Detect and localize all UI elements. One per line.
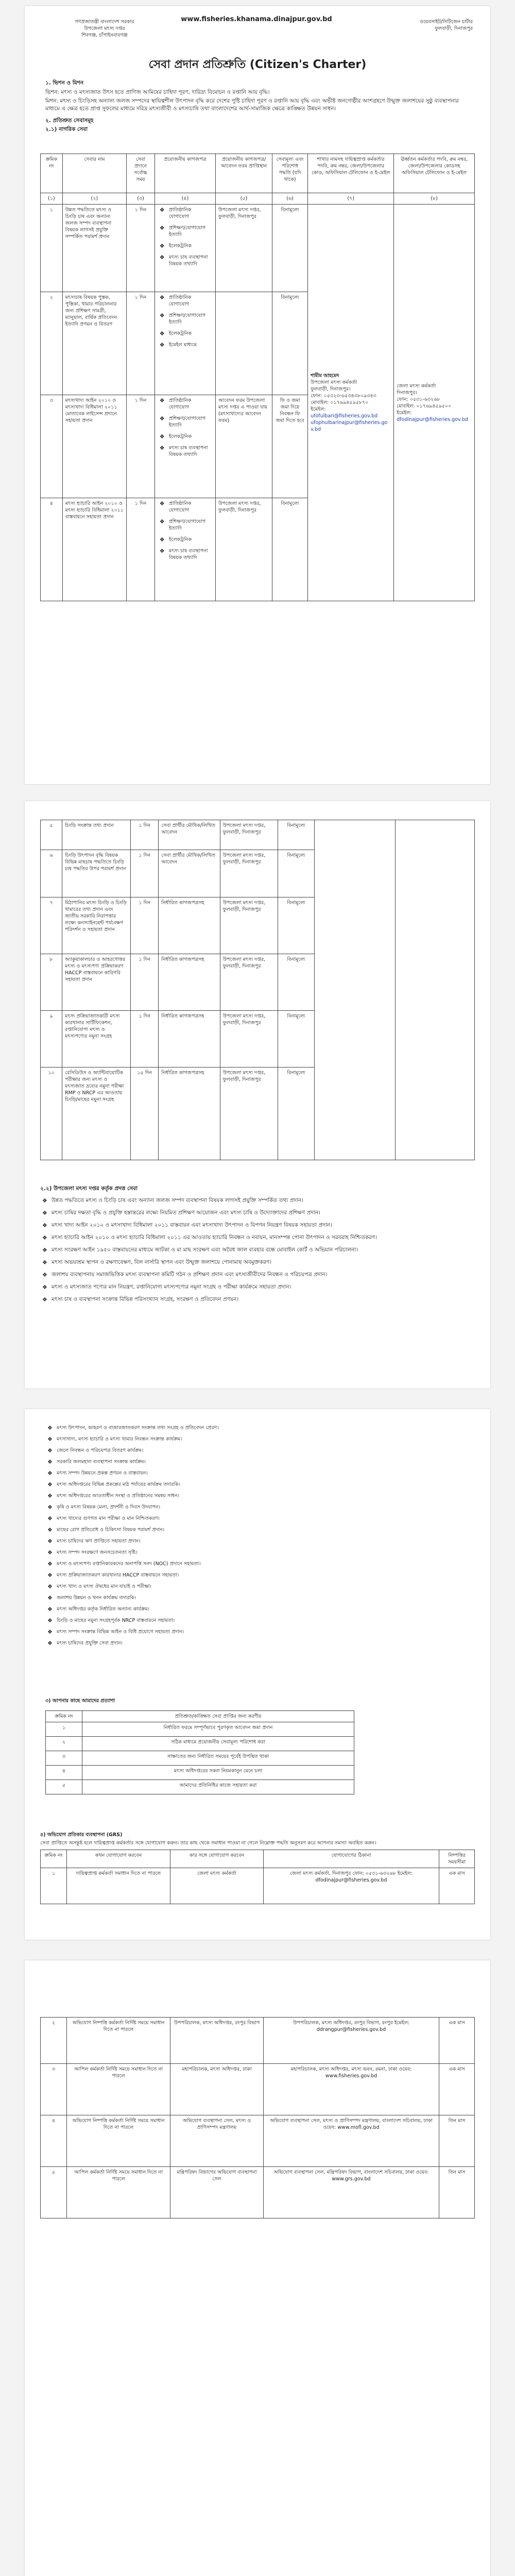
row-number: ৪ [41,498,63,601]
service-name: মৎস্যখাদ্য আইন ২০১০ ও মৎস্যখাদ্য বিধিমালা ২০১১ মোতাবেক লাইসেন্স প্রদানে সহায়তা প্রদান [62,395,127,498]
doc-item: ❖ প্রাতিষ্ঠানিক যোগাযোগ [158,500,213,514]
grs-when: আপিল কর্মকর্তা নির্দিষ্ট সময়ে সমাধান দিতে না পারলে [67,2064,170,2115]
service-time: ১ দিন [127,205,154,292]
section-heading: ২.২) উপজেলা মৎস্য দপ্তর কর্তৃক প্রদত্ত সেবা [40,1185,138,1192]
service-fee: বিনামূল্যে [272,205,308,292]
table-row [46,1780,354,1794]
service-bullet: ❖ মৎস্য চাষ ও ব্যবস্থাপনা সংক্রান্ত বিভিন্ন পরিসংখ্যান সংগ্রহ, সংরক্ষণ ও প্রতিবেদন প্রণয়ন। [40,1296,475,1303]
superior-officer [394,205,475,601]
grs-table [40,1850,475,1904]
service-bullet: ❖ সরকারি জলমহাল ব্যবস্থাপনা সংক্রান্ত কার্যক্রম। [45,1459,470,1465]
service-name: উন্নত পদ্ধতিতে মৎস্য ও চিংড়ি চাষ এবং অন্যান্য জলজ সম্পদ ব্যবস্থাপনা বিষয়ক লাগসই প্রযুক্তি সম্পর্কিত পরামর্শ প্রদান [62,205,127,292]
table-row [41,1868,475,1904]
service-fee: ফি ও জমা জমা দিয়ে নিবন্ধন ফি জমা দিতে হবে [272,395,308,498]
doc-item: ❖ মৎস্য চাষ ব্যবস্থাপনা বিষয়ক তথ্যাদি [158,254,213,267]
service-bullet: ❖ মৎস্য খাদ্যের গুণগত মান পরীক্ষা ও মান নিশ্চিতকরণ। [45,1515,470,1522]
row-number: ৩ [41,395,63,498]
service-bullet: ❖ মৎস্য চাষিদের প্রযুক্তি সেবা প্রদান। [45,1640,470,1647]
service-name: মৎস্য প্রক্রিয়াজাতকারী মৎস্য কারখানার সার্টিফিকেশন, রপ্তানিযোগ্য মৎস্য ও মৎস্যপণ্যের নমুনা সংগ্রহ [62,1011,130,1067]
section-heading: ৪) অভিযোগ প্রতিকার ব্যবস্থাপনা (GRS) [40,1832,123,1838]
service-docs: নির্ধারিত কাগজপত্রসহ [159,897,220,954]
col-header: ঊর্ধ্বতন কর্মকর্তার পদবি, রুম নম্বর, জেলা/উপজেলার কোডসহ অফিসিয়াল টেলিফোন ও ই-মেইল [394,154,475,193]
row-number: ৫ [41,820,62,850]
header-right-line: ওয়েবসাইট/সিটিজেন চার্টার [420,19,473,25]
row-number: ১ [41,205,63,292]
service-bullet: ❖ জলাশয় উন্নয়ন ও খনন কার্যক্রম তদারকি। [45,1595,470,1601]
superior-email[interactable]: dfodinajpur@fisheries.gov.bd [397,416,468,422]
service-time: ১ দিন [127,395,154,498]
col-header: প্রয়োজনীয় কাগজপত্র [154,154,215,193]
service-bullet: ❖ কৃষি ও মৎস্য বিষয়ক মেলা, প্রদর্শনী ও দিবস উদযাপন। [45,1504,470,1511]
service-bullet: ❖ মৎস্য ও মৎস্যজাত পণ্যের মান নিয়ন্ত্রণ, রপ্তানিযোগ্য মৎস্যপণ্যের নমুনা সংগ্রহ ও পরীক্ষা কার্যক্রমে সহায়তা প্রদান। [40,1283,475,1291]
grs-who: মন্ত্রিপরিষদ বিভাগের অভিযোগ ব্যবস্থাপনা সেল [170,2167,264,2218]
grs-who: জেলা মৎস্য কর্মকর্তা [170,1868,264,1904]
service-name: মৎস্যচাষ বিষয়ক পুস্তক, পুস্তিকা, খামার পরিচালনার জন্য প্রশিক্ষণ সামগ্রী, ম্যানুয়াল, বার্ষিক প্রতিবেদন ইত্যাদি প্রণয়ন ও বিতরণ [62,292,127,395]
service-bullet: ❖ চিংড়ি ও মাছের নমুনা সংগ্রহপূর্বক NRCP বাস্তবায়নে সহায়তা। [45,1617,470,1624]
citizen-service-table-2 [40,820,475,1160]
row-number: ৩ [46,1751,82,1766]
service-bullet: ❖ জলাশয় ব্যবস্থাপনায় সমাজভিত্তিক মৎস্য ব্যবস্থাপনা কমিটি গঠন ও প্রশিক্ষণ প্রদান এবং মৎস্যজীবীদের নিবন্ধন ও পরিচয়পত্র প্রদান। [40,1271,475,1279]
doc-item: ❖ মৎস্য চাষ ব্যবস্থাপনা বিষয়ক তথ্যাদি [158,445,213,458]
section-heading: ৩) আপনার কাছে আমাদের প্রত্যাশা [45,1698,115,1704]
row-number: ১ [41,1868,67,1904]
service-bullet: ❖ মৎস্য খাদ্য আইন ২০১০ ও মৎস্যখাদ্য বিধিমালা ২০১১ বাস্তবায়ন এবং মৎস্যখাদ্য উৎপাদন ও বিপণন নিয়ন্ত্রণ বিষয়ক সহায়তা প্রদান। [40,1222,475,1229]
doc-item: ❖ প্রশিক্ষণ/যোগাযোগ ইত্যাদি [158,415,213,429]
doc-item: ❖ প্রাতিষ্ঠানিক যোগাযোগ [158,397,213,411]
service-docs [154,205,215,292]
service-bullet: ❖ মৎস্য অধিদপ্তরের আওতাধীন সংস্থা ও প্রতিষ্ঠানের সমন্বয় সাধন। [45,1493,470,1499]
doc-item: ❖ ইলেকট্রনিক [158,243,213,249]
vision-text: ভিশন: মৎস্য ও মৎস্যজাত উৎস হতে প্রাণিজ আমিষের চাহিদা পূরণ, দারিদ্র্য বিমোচন ও রপ্তানি আয় বৃদ্ধি। [45,89,270,95]
doc-item: ❖ ইলেকট্রনিক [158,536,213,543]
service-where: উপজেলা মৎস্য দপ্তর, ফুলবাড়ী, দিনাজপুর [220,1067,278,1160]
doc-item: ❖ প্রশিক্ষণ/যোগাযোগ ইত্যাদি [158,225,213,238]
service-fee: বিনামূল্যে [272,292,308,395]
col-header: নিষ্পত্তির সময়সীমা [439,1850,475,1868]
grs-who: অভিযোগ ব্যবস্থাপনা সেল, মৎস্য ও প্রাণিসম্পদ মন্ত্রণালয় [170,2115,264,2167]
service-docs [154,292,215,395]
document-page-2 [25,801,490,1388]
grs-time: এক মাস [439,1868,475,1904]
service-docs [154,498,215,601]
document-page-1 [25,6,490,784]
grs-address: উপপরিচালক, মৎস্য অধিদপ্তর, রংপুর বিভাগ, রংপুর ইমেইল: ddrangpur@fisheries.gov.bd [264,2018,439,2064]
col-number: (৭) [308,193,394,205]
service-bullet: ❖ মৎস্য খাদ্য ও মৎস্য ঔষধের মান যাচাই ও পরীক্ষা। [45,1583,470,1590]
service-bullet: ❖ মৎস্য সংরক্ষণ আইন ১৯৫০ বাস্তবায়নের মাধ্যমে জাটকা ও মা মাছ সংরক্ষণ এবং অবৈধ জাল ব্যবহার বন্ধে মোবাইল কোর্ট ও অভিযান পরিচালনা। [40,1246,475,1254]
service-fee: বিনামূল্যে [278,850,315,897]
service-time: ১ দিন [127,292,154,395]
col-header: সেবামূল্য এবং পরিশোধ পদ্ধতি (যদি থাকে) [272,154,308,193]
service-time: ১৫ দিন [131,1067,159,1160]
intro-block [45,79,470,133]
service-bullet: ❖ মৎস্য অধিদপ্তর কর্তৃক নির্ধারিত অন্যান্য কার্যক্রম। [45,1606,470,1613]
service-bullet: ❖ মৎস্যখাদ্য, মৎস্য হ্যাচারি ও মৎস্য খামার নিবন্ধন সংক্রান্ত কার্যক্রম। [45,1436,470,1443]
grs-address: জেলা মৎস্য কর্মকর্তা, দিনাজপুর ফোন: ০৫৩১-৬৩২৬৮ ইমেইল: dfodinajpur@fisheries.gov.bd [264,1868,439,1904]
grs-when: অভিযোগ নিষ্পত্তি কর্মকর্তা নির্দিষ্ট সময়ে সমাধান দিতে না পারলে [67,2018,170,2064]
col-number: (৬) [272,193,308,205]
section-heading: ২. প্রতিশ্রুত সেবাসমূহ [45,117,94,124]
row-number: ৪ [46,1766,82,1780]
superior-title: জেলা মৎস্য কর্মকর্তা [397,383,436,389]
citizen-service-table-1 [40,154,475,601]
service-where: উপজেলা মৎস্য দপ্তর, ফুলবাড়ী, দিনাজপুর [220,954,278,1011]
header-left [45,19,164,39]
service-where: উপজেলা মৎস্য দপ্তর, ফুলবাড়ী, দিনাজপুর [220,850,278,897]
service-name: অ্যাকুয়াকালচার ও আহরণোত্তর মৎস্য ও মৎস্যপণ্য প্রক্রিয়াকরণ HACCP বাস্তবায়নে কারিগরি সহায়তা প্রদান [62,954,130,1011]
service-name: চিংড়ি উৎপাদন বৃদ্ধি বিষয়ক বিভিন্ন মাছচাষ পদ্ধতিতে চিংড়ি চাষ পদ্ধতির উপর পরামর্শ প্রদান [62,850,130,897]
service-docs: নির্ধারিত কাগজপত্রসহ [159,1067,220,1160]
table-row [41,820,475,850]
header-right [354,19,473,32]
row-number: ১ [46,1722,82,1737]
service-where: উপজেলা মৎস্য দপ্তর, ফুলবাড়ী, দিনাজপুর [220,1011,278,1067]
service-bullet: ❖ মৎস্য প্রক্রিয়াজাতকরণ কারখানার HACCP বাস্তবায়নে সহায়তা। [45,1572,470,1579]
row-number: ৮ [41,954,62,1011]
table-row [41,2115,475,2167]
service-name: মৎস্য হ্যাচারি আইন ২০১০ ও মৎস্য হ্যাচারি বিধিমালা ২০১১ বাস্তবায়নে সহায়তা প্রদান [62,498,127,601]
page-title: সেবা প্রদান প্রতিশ্রুতি (Citizen's Charter) [148,58,367,71]
service-time: ১ দিন [131,954,159,1011]
service-fee: বিনামূল্যে [278,1011,315,1067]
officer-phone: ফোন: ০৫৩২৩-৬৫৩৪৩৮০৯৩৪৩ [311,393,376,399]
col-number: (৫) [216,193,272,205]
expectations-table [45,1710,354,1794]
header-center [179,15,334,23]
col-header: প্রতিশ্রুত/কাঙ্ক্ষিত সেবা প্রাপ্তির জন্য করণীয় [82,1711,354,1722]
officer-mobile: মোবাইল: ০১৭৬৯৪৫৯৫৮৭০ [311,400,369,405]
grs-section [40,1832,475,1904]
table-row [46,1737,354,1751]
service-fee: বিনামূল্যে [278,954,315,1011]
expectation-text: আমাদের প্রতিনিধির কাজে সহায়তা করা [82,1780,354,1794]
row-number: ৫ [46,1780,82,1794]
grs-when: আপিল কর্মকর্তা নির্দিষ্ট সময়ে সমাধান দিতে না পারলে [67,2167,170,2218]
grs-address: মহাপরিচালক, মৎস্য অধিদপ্তর, মৎস্য ভবন, রমনা, ঢাকা ওয়েব: www.fisheries.gov.bd [264,2064,439,2115]
service-name: চিংড়ি সংক্রান্ত তথ্য প্রদান [62,820,130,850]
row-number: ৫ [41,2167,67,2218]
table-row [46,1722,354,1737]
row-number: ৩ [41,2064,67,2115]
service-bullet: ❖ মৎস্য উৎপাদন, আহরণ ও বাজারজাতকরণ সংক্রান্ত তথ্য সংগ্রহ ও প্রতিবেদন প্রেরণ। [45,1425,470,1431]
officer-email-label: ইমেইল: [311,406,326,412]
service-docs [154,395,215,498]
service-bullet: ❖ জেলে নিবন্ধন ও পরিচয়পত্র বিতরণ কার্যক্রম। [45,1447,470,1454]
superior-officer-cell [396,820,475,1160]
mission-text: মিশন: মৎস্য ও চিংড়িসহ অন্যান্য জলজ সম্পদের স্থায়িত্বশীল উৎপাদন বৃদ্ধি করে দেশের পুষ্টি চাহিদা পূরণ ও রপ্তানি আয় বৃদ্ধি এবং অভীষ্ট জনগোষ্ঠীর অংশগ্রহণে উন্মুক্ত জলাশয়ের সুষ্ঠু ব্যবস্থাপনার মাধ্যমে এ ক্ষেত্র হতে প্রাপ্ত সুফলের মাধ্যমে দরিদ্র মৎস্যজীবী ও মৎস্যচাষি তথা বাংলাদেশের আর্থ-সামাজিক ক্ষেত্রে কাঙ্ক্ষিত উন্নয়ন সাধন। [45,98,459,112]
document-page-4 [25,1960,490,2576]
service-time: ১ দিন [131,820,159,850]
col-header: ক্রমিক নং [41,1850,67,1868]
grs-when: অভিযোগ নিষ্পত্তি কর্মকর্তা নির্দিষ্ট সময়ে সমাধান দিতে না পারলে [67,2115,170,2167]
doc-item: ❖ প্রশিক্ষণ/যোগাযোগ ইত্যাদি [158,312,213,326]
expectation-text: মৎস্য অধিদপ্তরের সকল নিয়মকানুন মেনে চলা [82,1766,354,1780]
superior-place: দিনাজপুর। [397,389,417,396]
service-docs: নির্ধারিত কাগজপত্রসহ [159,954,220,1011]
grs-address: অভিযোগ ব্যবস্থাপনা সেল, মৎস্য ও প্রাণিসম্পদ মন্ত্রণালয়, বাংলাদেশ সচিবালয়, ঢাকা ওয়েব: www.mofl.gov.bd [264,2115,439,2167]
service-where: আবেদন ফরম উপজেলা মৎস্য দপ্তর এ পাওয়া যায় (মৎস্যখাদ্যের আবেদন ফরম) [216,395,272,498]
table-row [41,2167,475,2218]
header-website: www.fisheries.khanama.dinajpur.gov.bd [181,15,332,23]
service-time: ১ দিন [127,498,154,601]
header-left-line: গণপ্রজাতন্ত্রী বাংলাদেশ সরকার [75,19,134,25]
doc-item: ❖ প্রাতিষ্ঠানিক যোগাযোগ [158,207,213,220]
table-row [46,1751,354,1766]
table-row [41,2064,475,2115]
grs-time: এক মাস [439,2018,475,2064]
service-bullet: ❖ মৎস্য সম্পদ উন্নয়নে প্রকল্প প্রণয়ন ও বাস্তবায়ন। [45,1470,470,1477]
superior-email-label: ইমেইল: [397,410,412,416]
officer-title: উপজেলা মৎস্য কর্মকর্তা [311,380,357,385]
col-header: ক্রমিক নং [41,154,63,193]
col-header: ক্রমিক নং [46,1711,82,1722]
service-fee: বিনামূল্যে [272,498,308,601]
service-time: ১ দিন [131,850,159,897]
service-fee: বিনামূল্যে [278,897,315,954]
service-bullet: ❖ মৎস্য অভয়াশ্রম স্থাপন ও রক্ষণাবেক্ষণ, বিল নার্সারি স্থাপন এবং উন্মুক্ত জলাশয়ে পোনামাছ অবমুক্তকরণ। [40,1259,475,1266]
grs-when: দায়িত্বপ্রাপ্ত কর্মকর্তা সমাধান দিতে না পারলে [67,1868,170,1904]
service-name: মিঠাপানির মৎস্য চিংড়ি ও চিংড়ি খামারের তথ্য প্রদান এবং জাতীয় সরকারি নিরাপত্তার লক্ষ্যে কনস্যাইনমেন্ট পর্যবেক্ষণ পরিদর্শন ও সহায়তা প্রদান [62,897,130,954]
col-number: (১) [41,193,63,205]
officer-name: শামীম আহমেদ [311,373,339,379]
doc-item: ❖ ইলেকট্রনিক [158,330,213,337]
doc-item: ❖ ইলেকট্রনিক [158,433,213,440]
service-time: ১ দিন [131,1011,159,1067]
grs-time: তিন মাস [439,2167,475,2218]
officer-place: ফুলবাড়ী, দিনাজপুর। [311,386,351,392]
service-docs: সেবা প্রার্থীর মৌখিক/লিখিত আবেদন [159,850,220,897]
expectation-text: নির্ধারিত ফরমে সম্পূর্ণভাবে পূরণকৃত আবেদন জমা প্রদান [82,1722,354,1737]
service-bullet: ❖ মৎস্য ও মৎস্যপণ্য রপ্তানিকারকদের অনাপত্তি সনদ (NOC) প্রদানে সহায়তা। [45,1561,470,1567]
service-fee: বিনামূল্যে [278,1067,315,1160]
grs-subheading: সেবা প্রাপ্তিতে অসন্তুষ্ট হলে দায়িত্বপ্রাপ্ত কর্মকর্তার সঙ্গে যোগাযোগ করুন। তার কাছ থেকে সমাধান পাওয়া না গেলে নিম্নোক্ত পদ্ধতি অনুসরণ করে আপনার সমস্যা অবহিত করুন। [40,1840,376,1846]
service-bullet: ❖ মৎস্য অধিদপ্তরের বিভিন্ন প্রকল্পের মাঠ পর্যায়ের কার্যক্রম তদারকি। [45,1481,470,1488]
officer-email[interactable]: ufophulbarinajpur@fisheries.gov.bd [311,420,388,432]
service-fee: বিনামূল্যে [278,820,315,850]
doc-item: ❖ প্রাতিষ্ঠানিক যোগাযোগ [158,294,213,308]
header-right-line: ফুলবাড়ী, দিনাজপুর [435,26,473,31]
expectation-text: সাক্ষাতের জন্য নির্ধারিত সময়ের পূর্বেই উপস্থিত থাকা [82,1751,354,1766]
col-header: প্রয়োজনীয় কাগজপত্র/আবেদন ফরম প্রাপ্তিস্থান [216,154,272,193]
responsible-officer-cell [315,820,396,1160]
col-number: (৩) [127,193,154,205]
document-page-3 [25,1409,490,1940]
services-section-2-2 [40,1185,475,1308]
table-row [41,205,475,292]
col-number: (৪) [154,193,215,205]
row-number: ১০ [41,1067,62,1160]
service-where: উপজেলা মৎস্য দপ্তর, ফুলবাড়ী, দিনাজপুর [220,820,278,850]
row-number: ২ [46,1737,82,1751]
officer-email[interactable]: ufofulbari@fisheries.gov.bd [311,413,378,419]
doc-item: ❖ প্রশিক্ষণ/যোগাযোগ ইত্যাদি [158,518,213,532]
row-number: ২ [41,2018,67,2064]
col-header: কখন যোগাযোগ করবেন [67,1850,170,1868]
responsible-officer [308,205,394,601]
col-number: (২) [62,193,127,205]
col-header: কার সঙ্গে যোগাযোগ করবেন [170,1850,264,1868]
section-heading: ২.১) নাগরিক সেবা [45,126,88,132]
row-number: ৯ [41,1011,62,1067]
services-section-2-3 [45,1425,470,1651]
row-number: ৭ [41,897,62,954]
row-number: ৬ [41,850,62,897]
service-docs: নির্ধারিত কাগজপত্রসহ [159,1011,220,1067]
doc-item: ❖ ইমেইল মাধ্যমে [158,342,213,348]
grs-address: অভিযোগ ব্যবস্থাপনা সেল, মন্ত্রিপরিষদ বিভাগ, বাংলাদেশ সচিবালয়, ঢাকা ওয়েব: www.grs.gov.bd [264,2167,439,2218]
service-bullet: ❖ উন্নত পদ্ধতিতে মৎস্য ও চিংড়ি চাষ এবং অন্যান্য জলজ সম্পদ ব্যবস্থাপনা বিষয়ক লাগসই প্রযুক্তি সম্পর্কিত তথ্য প্রদান। [40,1197,475,1205]
service-bullet: ❖ মৎস্য সম্পদ সংরক্ষণে জনসচেতনতা সৃষ্টি। [45,1549,470,1556]
col-header: শাখার নামসহ দায়িত্বপ্রাপ্ত কর্মকর্তার পদবি, রুম নম্বর, জেলা/উপজেলার কোড, অফিসিয়াল টেলিফোন ও ই-মেইল [308,154,394,193]
table-row [46,1766,354,1780]
service-where: উপজেলা মৎস্য দপ্তর, ফুলবাড়ী, দিনাজপুর [216,498,272,601]
service-bullet: ❖ মৎস্য চাষিদের ঋণ প্রাপ্তিতে সহায়তা প্রদান। [45,1538,470,1545]
col-header: সেবা প্রদানে সর্বোচ্চ সময় [127,154,154,193]
service-bullet: ❖ মৎস্য সম্পদ সংক্রান্ত বিভিন্ন আইন ও বিধি প্রয়োগে সহায়তা প্রদান। [45,1629,470,1635]
service-where: উপজেলা মৎস্য দপ্তর, ফুলবাড়ী, দিনাজপুর [220,897,278,954]
service-where: উপজেলা মৎস্য দপ্তর, ফুলবাড়ী, দিনাজপুর [216,205,272,292]
row-number: ৪ [41,2115,67,2167]
col-number: (৮) [394,193,475,205]
service-time: ১ দিন [131,897,159,954]
col-header: যোগাযোগের ঠিকানা [264,1850,439,1868]
row-number: ২ [41,292,63,395]
superior-phone: ফোন: ০৫৩১-৬৩২৬৮ [397,396,440,402]
header-left-line: শিবগঞ্জ, চাঁপাইনবাবগঞ্জ [81,32,128,38]
service-bullet: ❖ মৎস্য চাষির দক্ষতা বৃদ্ধি ও প্রযুক্তি হস্তান্তরের লক্ষ্যে নিয়মিত প্রশিক্ষণ আয়োজন এবং মৎস্য চাষি ও উদ্যোক্তাদের প্রশিক্ষণ প্রদান। [40,1209,475,1217]
col-header: সেবার নাম [62,154,127,193]
grs-time: তিন মাস [439,2115,475,2167]
expectation-text: সঠিক মাধ্যমে প্রয়োজনীয় সেবামূল্য পরিশোধ করা [82,1737,354,1751]
grs-who: উপপরিচালক, মৎস্য অধিদপ্তর, রংপুর বিভাগ [170,2018,264,2064]
service-name: রেসিডিউস ও অ্যান্টিবায়োটিক পরীক্ষার জন্য মৎস্য ও মৎস্যজাত দ্রব্যের নমুনা পরীক্ষা RMP ও NRCP এর আওতায় চিংড়ি/মাছের নমুনা সংগ্রহ [62,1067,130,1160]
service-bullet: ❖ মাছের রোগ প্রতিরোধ ও চিকিৎসা বিষয়ক পরামর্শ প্রদান। [45,1527,470,1533]
section-heading: ১. ভিশন ও মিশন [45,80,84,86]
service-docs: সেবা প্রার্থীর মৌখিক/লিখিত আবেদন [159,820,220,850]
header-left-line: উপজেলা মৎস্য দপ্তর [84,26,125,31]
doc-item: ❖ মৎস্য চাষ ব্যবস্থাপনা বিষয়ক তথ্যাদি [158,548,213,561]
table-row [41,2018,475,2064]
service-bullet: ❖ মৎস্য হ্যাচারি আইন ২০১০ ও মৎস্য হ্যাচারি বিধিমালা ২০১১ এর আওতায় হ্যাচারি নিবন্ধন ও নবায়ন, মানসম্পন্ন পোনা উৎপাদন ও সরবরাহ নিশ্চিতকরণ। [40,1234,475,1242]
service-where [216,292,272,395]
grs-who: মহাপরিচালক, মৎস্য অধিদপ্তর, ঢাকা [170,2064,264,2115]
grs-table-continued [40,2017,475,2218]
grs-time: এক মাস [439,2064,475,2115]
superior-mobile: মোবাইল: ০১৭৬৯৪৫৯৫০০ [397,403,452,409]
